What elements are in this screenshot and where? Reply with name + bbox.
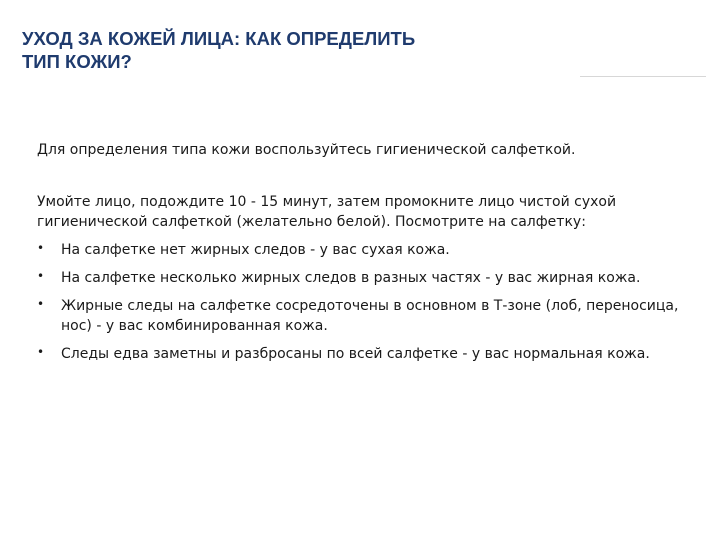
bullet-dot-icon: • xyxy=(37,269,45,283)
slide-title-line-2: ТИП КОЖИ? xyxy=(22,51,132,72)
bullet-dot-icon: • xyxy=(37,241,45,255)
skin-type-list xyxy=(37,240,697,364)
list-item-text: На салфетке несколько жирных следов в разных частях - у вас жирная кожа. xyxy=(61,270,641,286)
list-item xyxy=(37,296,697,336)
intro-paragraph: Для определения типа кожи воспользуйтесь гигиенической салфеткой. xyxy=(37,142,576,158)
instruction-paragraph: Умойте лицо, подождите 10 - 15 минут, затем промокните лицо чистой сухой гигиенической салфеткой (желательно белой). Посмотрите на салфетку: xyxy=(37,194,617,230)
list-item xyxy=(37,240,697,260)
list-item xyxy=(37,344,697,364)
header-divider xyxy=(580,76,706,77)
slide-body xyxy=(37,140,697,372)
list-item xyxy=(37,268,697,288)
slide-title xyxy=(22,27,582,73)
list-item-text: Следы едва заметны и разбросаны по всей салфетке - у вас нормальная кожа. xyxy=(61,346,650,362)
bullet-dot-icon: • xyxy=(37,345,45,359)
bullet-dot-icon: • xyxy=(37,297,45,311)
slide-title-line-1: УХОД ЗА КОЖЕЙ ЛИЦА: КАК ОПРЕДЕЛИТЬ xyxy=(22,28,416,49)
list-item-text: Жирные следы на салфетке сосредоточены в основном в Т-зоне (лоб, переносица, нос) - у вас комбинированная кожа. xyxy=(61,298,679,334)
list-item-text: На салфетке нет жирных следов - у вас сухая кожа. xyxy=(61,242,450,258)
